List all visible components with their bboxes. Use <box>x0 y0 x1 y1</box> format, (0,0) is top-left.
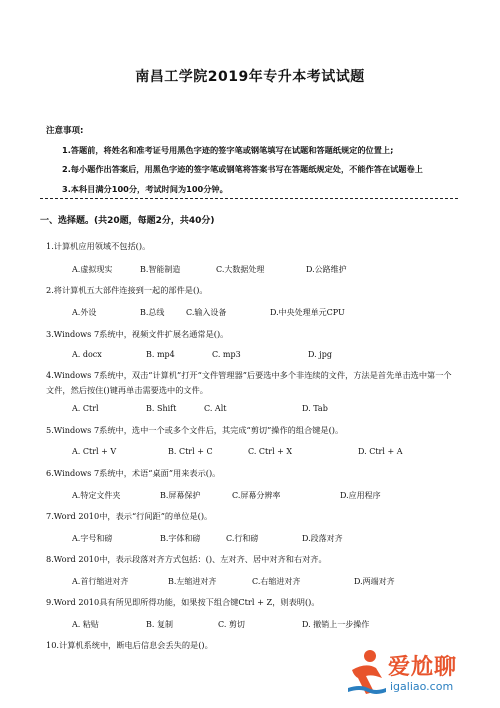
notice-item-2: 2.每小题作出答案后，用黑色字迹的签字笔或钢笔将答案书写在答题纸规定处，不能作答在试题卷上 <box>62 164 423 174</box>
exam-title: 南昌工学院2019年专升本考试试题 <box>135 69 365 85</box>
q2-option-a: A.外设 <box>72 308 97 317</box>
q3-option-a: A. docx <box>72 350 102 359</box>
q6-option-d: D.应用程序 <box>340 491 381 500</box>
runner-logo-icon <box>346 648 390 698</box>
q1-option-b: B.智能制造 <box>140 265 181 274</box>
question-8: 8.Word 2010中，表示段落对齐方式包括：()、左对齐、居中对齐和右对齐。 <box>46 554 327 564</box>
igaliao-watermark <box>346 646 494 702</box>
q5-option-a: A. Ctrl + V <box>72 447 117 456</box>
question-4: 4.Windows 7系统中，双击“计算机”打开“文件管理器”后要选中多个非连续的文件，方法是首先单击选中第一个文件，然后按住()键再单击需要选中的文件。 <box>46 370 452 395</box>
q3-option-b: B. mp4 <box>146 350 175 359</box>
q9-option-d: D. 撤销上一步操作 <box>302 620 370 629</box>
notice-item-3: 3.本科目满分100分，考试时间为100分钟。 <box>62 184 228 194</box>
question-1: 1.计算机应用领域不包括()。 <box>46 241 151 251</box>
q6-option-b: B.屏幕保护 <box>160 491 201 500</box>
q8-option-b: B.左缩进对齐 <box>168 577 217 586</box>
q2-option-b: B.总线 <box>140 308 165 317</box>
question-10: 10.计算机系统中，断电后信息会丢失的是()。 <box>46 640 213 650</box>
question-5: 5.Windows 7系统中，选中一个或多个文件后，其完成“剪切”操作的组合键是()。 <box>46 425 344 435</box>
watermark-url: igaliao.com <box>390 680 454 693</box>
q8-option-c: C.右缩进对齐 <box>252 577 301 586</box>
q4-option-c: C. Alt <box>204 404 227 413</box>
q5-option-b: B. Ctrl + C <box>168 447 213 456</box>
question-7: 7.Word 2010中，表示“行间距”的单位是()。 <box>46 511 213 521</box>
q6-option-c: C.屏幕分辨率 <box>232 491 281 500</box>
q4-option-b: B. Shift <box>146 404 177 413</box>
q1-option-c: C.大数据处理 <box>216 265 265 274</box>
q3-option-d: D. jpg <box>308 350 332 359</box>
q6-option-a: A.特定文件夹 <box>72 491 121 500</box>
q9-option-b: B. 复制 <box>146 620 173 629</box>
q4-option-a: A. Ctrl <box>72 404 99 413</box>
q4-option-d: D. Tab <box>302 404 328 413</box>
q2-option-d: D.中央处理单元CPU <box>270 308 345 317</box>
dashed-divider <box>40 198 458 199</box>
q7-option-a: A.字号和磅 <box>72 534 113 543</box>
q2-option-c: C.输入设备 <box>186 308 227 317</box>
q3-option-c: C. mp3 <box>212 350 241 359</box>
question-6: 6.Windows 7系统中，术语“桌面”用来表示()。 <box>46 468 221 478</box>
notice-item-1: 1.答题前，将姓名和准考证号用黑色字迹的签字笔或钢笔填写在试题和答题纸规定的位置上; <box>62 145 394 155</box>
q1-option-a: A.虚拟现实 <box>72 265 113 274</box>
question-2: 2.将计算机五大部件连接到一起的部件是()。 <box>46 285 208 295</box>
q7-option-d: D.段落对齐 <box>302 534 343 543</box>
notice-heading: 注意事项: <box>46 126 84 136</box>
q9-option-a: A. 粘贴 <box>72 620 99 629</box>
q5-option-d: D. Ctrl + A <box>358 447 403 456</box>
q7-option-b: B.字体和磅 <box>160 534 201 543</box>
question-9: 9.Word 2010具有所见即所得功能，如果按下组合键Ctrl + Z，则表明()。 <box>46 597 320 607</box>
watermark-brand: 爱尬聊 <box>388 655 458 680</box>
q8-option-a: A.首行缩进对齐 <box>72 577 129 586</box>
q1-option-d: D.公路维护 <box>306 265 347 274</box>
q5-option-c: C. Ctrl + X <box>248 447 293 456</box>
question-3: 3.Windows 7系统中，视频文件扩展名通常是()。 <box>46 329 229 339</box>
q8-option-d: D.两端对齐 <box>354 577 395 586</box>
section-heading: 一、选择题。(共20题，每题2分，共40分) <box>40 216 215 226</box>
q9-option-c: C. 剪切 <box>218 620 245 629</box>
q7-option-c: C.行和磅 <box>226 534 259 543</box>
